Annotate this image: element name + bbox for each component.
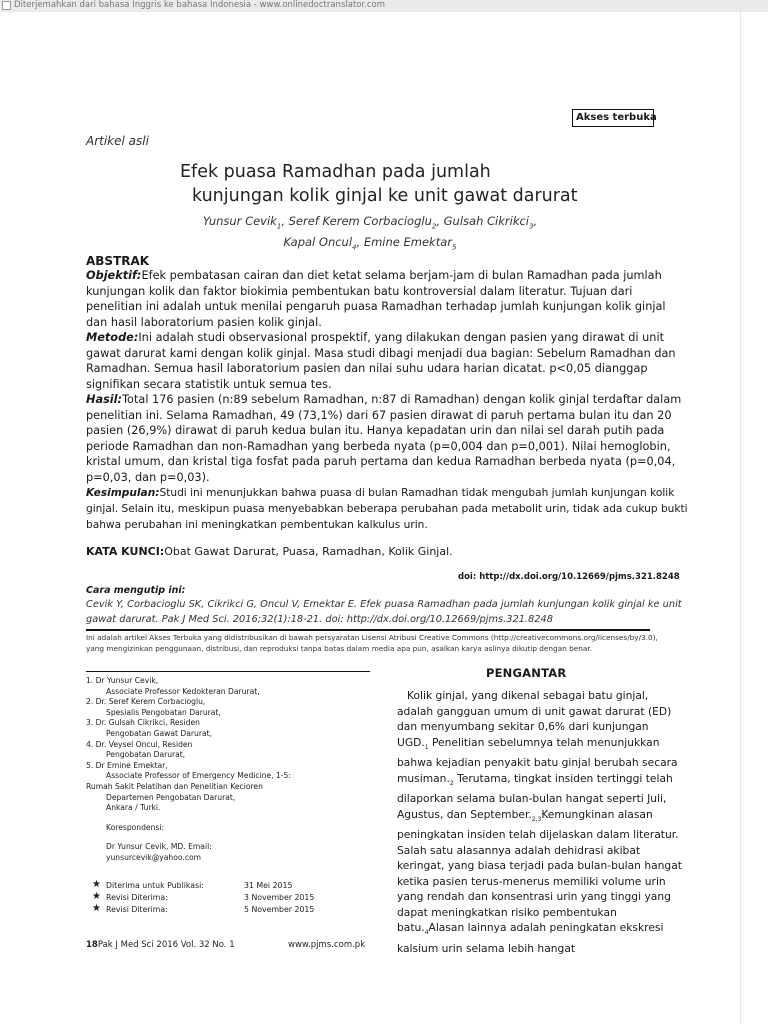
results-label: Hasil: bbox=[86, 393, 123, 406]
intro-text: Kolik ginjal, yang dikenal sebagai batu ginjal, adalah gangguan umum di unit gawat darurat (ED) dan menyumbang sekitar 0,6% dari kunjungan UGD. bbox=[397, 689, 672, 749]
conclusion-text: Studi ini menunjukkan bahwa puasa di bulan Ramadhan tidak mengubah jumlah kunjungan kolik ginjal. Selain itu, meskipun puasa menyebabkan beberapa perubahan pada metabolit urin, tidak ada cukup bukti bahwa perubahan ini meningkatkan pembentukan kalkulus urin. bbox=[86, 487, 688, 531]
author-list: Yunsur Cevik$_1$, Seref Kerem Corbacioglu$_2$, Gulsah Cikrikci$_3$, Kapal Oncul$_4$, Emine Emektar$_5$ bbox=[202, 214, 538, 252]
page-footer bbox=[86, 940, 366, 950]
reference-mark: 2 bbox=[449, 779, 454, 787]
citation-text: Cevik Y, Corbacioglu SK, Cikrikci G, Oncul V, Emektar E. Efek puasa Ramadhan pada jumlah kunjungan kolik ginjal ke unit gawat darurat. Pak J Med Sci. 2016;32(1):18-21. doi: http://dx.doi.org/10.12669/pjms.321.8248 bbox=[86, 599, 682, 625]
correspondence-name: Dr Yunsur Cevik, MD. Email: bbox=[106, 842, 212, 852]
conclusion-label: Kesimpulan: bbox=[86, 487, 160, 499]
author-affiliation-mark: 3 bbox=[529, 222, 534, 231]
article-title bbox=[170, 160, 610, 208]
affiliation-line: 3. Dr. Gulsah Cikrikci, Residen bbox=[86, 718, 200, 728]
author-affiliation-mark: 5 bbox=[452, 243, 457, 252]
abstract-methods bbox=[86, 330, 688, 392]
abstract-objective bbox=[86, 268, 688, 330]
affiliation-city: Ankara / Turki. bbox=[106, 803, 161, 813]
reference-mark: 2,3 bbox=[531, 815, 542, 823]
abstract-results bbox=[86, 392, 688, 485]
star-bullet-icon: ★ bbox=[92, 891, 101, 902]
keywords-label: KATA KUNCI: bbox=[86, 545, 165, 558]
intro-text: Alasan lainnya adalah peningkatan ekskresi kalsium urin selama lebih hangat bbox=[397, 921, 664, 956]
date-label: Diterima untuk Publikasi: bbox=[106, 881, 204, 890]
page-edge-divider bbox=[740, 0, 741, 1024]
star-bullet-icon: ★ bbox=[92, 903, 101, 914]
date-row bbox=[86, 892, 376, 904]
affiliation-line: 2. Dr. Seref Kerem Corbacioglu, bbox=[86, 697, 206, 707]
translator-banner-text[interactable]: Diterjemahkan dari bahasa Inggris ke bahasa Indonesia - www.onlinedoctranslator.com bbox=[14, 0, 386, 10]
page-number: 18 bbox=[86, 940, 98, 950]
date-label: Revisi Diterima: bbox=[106, 905, 168, 914]
objective-text: Efek pembatasan cairan dan diet ketat selama berjam-jam di bulan Ramadhan pada jumlah kunjungan kolik dan faktor biokimia pembentukan batu kontroversial dalam literatur. Tujuan dari penelitian ini adalah untuk menilai pengaruh puasa Ramadhan terhadap jumlah kunjungan kolik ginjal dan hasil laboratorium pasien kolik ginjal. bbox=[86, 269, 666, 329]
star-bullet-icon: ★ bbox=[92, 879, 101, 890]
affiliation-line: Associate Professor of Emergency Medicine, 1-5: bbox=[106, 771, 291, 781]
results-text: Total 176 pasien (n:89 sebelum Ramadhan, n:87 di Ramadhan) dengan kolik ginjal terdaftar dalam penelitian ini. Selama Ramadhan, 49 (73,1%) dari 67 pasien dirawat di paruh pertama bulan itu dan 20 pasien (26,9%) dirawat di paruh kedua bulan itu. Hanya kepadatan urin dan nilai sel darah putih pada periode Ramadhan dan non-Ramadhan yang berbeda nyata (p=0,004 dan p=0,001). Nilai hemoglobin, kristal umum, dan kristal tiga fosfat pada paruh pertama dan kedua Ramadhan berbeda nyata (p=0,04, p=0,03, dan p=0,03). bbox=[86, 393, 682, 484]
journal-website[interactable]: www.pjms.com.pk bbox=[288, 940, 366, 950]
open-access-badge: Akses terbuka bbox=[572, 109, 654, 127]
introduction-heading: PENGANTAR bbox=[486, 666, 567, 680]
author-name: Kapal Oncul bbox=[283, 235, 353, 250]
reference-mark: 4 bbox=[424, 929, 429, 937]
affiliation-line: Spesialis Pengobatan Darurat, bbox=[106, 707, 221, 717]
introduction-paragraph bbox=[397, 688, 683, 957]
date-label: Revisi Diterima: bbox=[106, 893, 168, 902]
affiliation-line: 5. Dr Emine Emektar, bbox=[86, 760, 168, 770]
affiliation-line: Pengobatan Gawat Darurat, bbox=[106, 728, 212, 738]
affiliation-line: 1. Dr Yunsur Cevik, bbox=[86, 676, 159, 685]
publication-dates bbox=[86, 880, 376, 916]
introduction-body bbox=[397, 688, 683, 957]
affiliation-line: Associate Professor Kedokteran Darurat, bbox=[106, 686, 260, 696]
author-affiliation-mark: 4 bbox=[352, 243, 357, 252]
translator-logo-icon bbox=[2, 1, 11, 10]
methods-label: Metode: bbox=[86, 331, 139, 344]
title-line-2: kunjungan kolik ginjal ke unit gawat darurat bbox=[192, 186, 578, 206]
abstract-heading: ABSTRAK bbox=[86, 254, 150, 268]
citation-heading: Cara mengutip ini: bbox=[86, 585, 186, 596]
author-name: Seref Kerem Corbacioglu bbox=[288, 214, 432, 228]
abstract-conclusion bbox=[86, 485, 688, 533]
correspondence-email[interactable]: yunsurcevik@yahoo.com bbox=[106, 852, 202, 862]
intro-text: Kemungkinan alasan peningkatan insiden telah dijelaskan dalam literatur. Salah satu alasannya adalah dehidrasi akibat keringat, yang biasa terjadi pada bulan-bulan hangat ketika pasien terus-menerus memiliki volume urin yang rendah dan konsentrasi urin yang tinggi yang dapat meningkatkan risiko pembentukan batu. bbox=[397, 807, 682, 935]
objective-label: Objektif: bbox=[86, 269, 142, 282]
author-name: Gulsah Cikrikci bbox=[443, 214, 530, 228]
license-text: Ini adalah artikel Akses Terbuka yang didistribusikan di bawah persyaratan Lisensi Atribusi Creative Commons (http://creativecommons.org/licenses/by/3.0), yang mengizinkan penggunaan, distribusi, dan reproduksi tanpa batas dalam media apa pun, asalkan karya aslinya dikutip dengan benar. bbox=[86, 633, 658, 653]
methods-text: Ini adalah studi observasional prospektif, yang dilakukan dengan pasien yang dirawat di unit gawat darurat kami dengan kolik ginjal. Masa studi dibagi menjadi dua bagian: Sebelum Ramadhan dan Ramadhan. Semua hasil laboratorium pasien dan nilai suhu udara harian dicatat. p<0,05 dianggap signifikan secara statistik untuk semua tes. bbox=[86, 331, 676, 391]
divider bbox=[86, 629, 650, 631]
intro-text: Terutama, tingkat insiden tertinggi telah dilaporkan selama bulan-bulan hangat seperti Juli, Agustus, dan September. bbox=[397, 771, 673, 821]
date-value: 31 Mei 2015 bbox=[244, 881, 293, 890]
author-affiliations bbox=[86, 676, 376, 864]
correspondence-label: Korespondensi: bbox=[106, 822, 165, 832]
affiliation-line: Pengobatan Darurat, bbox=[106, 750, 186, 760]
date-row bbox=[86, 880, 376, 892]
journal-info: Pak J Med Sci 2016 Vol. 32 No. 1 bbox=[97, 940, 235, 950]
affiliation-department: Departemen Pengobatan Darurat, bbox=[106, 792, 236, 802]
title-line-1: Efek puasa Ramadhan pada jumlah bbox=[180, 162, 491, 182]
divider bbox=[86, 671, 370, 672]
author-affiliation-mark: 1 bbox=[276, 222, 282, 231]
affiliation-institution: Rumah Sakit Pelatihan dan Penelitian Kecioren bbox=[86, 781, 263, 791]
date-row bbox=[86, 904, 376, 916]
intro-text: Penelitian sebelumnya telah menunjukkan bahwa kejadian penyakit batu ginjal berubah secara musiman. bbox=[397, 735, 678, 785]
author-name: Yunsur Cevik bbox=[202, 214, 277, 228]
author-affiliation-mark: 2 bbox=[431, 222, 437, 231]
author-name: Emine Emektar bbox=[363, 235, 452, 250]
article-type: Artikel asli bbox=[86, 134, 149, 148]
date-value: 3 November 2015 bbox=[244, 893, 315, 902]
date-value: 5 November 2015 bbox=[244, 905, 315, 914]
reference-mark: 1 bbox=[424, 743, 429, 751]
translator-banner bbox=[0, 0, 768, 12]
abstract-body bbox=[86, 268, 688, 533]
keywords bbox=[86, 545, 686, 558]
doi-link[interactable]: doi: http://dx.doi.org/10.12669/pjms.321.8248 bbox=[458, 572, 680, 582]
affiliation-line: 4. Dr. Veysel Oncul, Residen bbox=[86, 739, 193, 749]
keywords-text: Obat Gawat Darurat, Puasa, Ramadhan, Kolik Ginjal. bbox=[164, 545, 453, 558]
